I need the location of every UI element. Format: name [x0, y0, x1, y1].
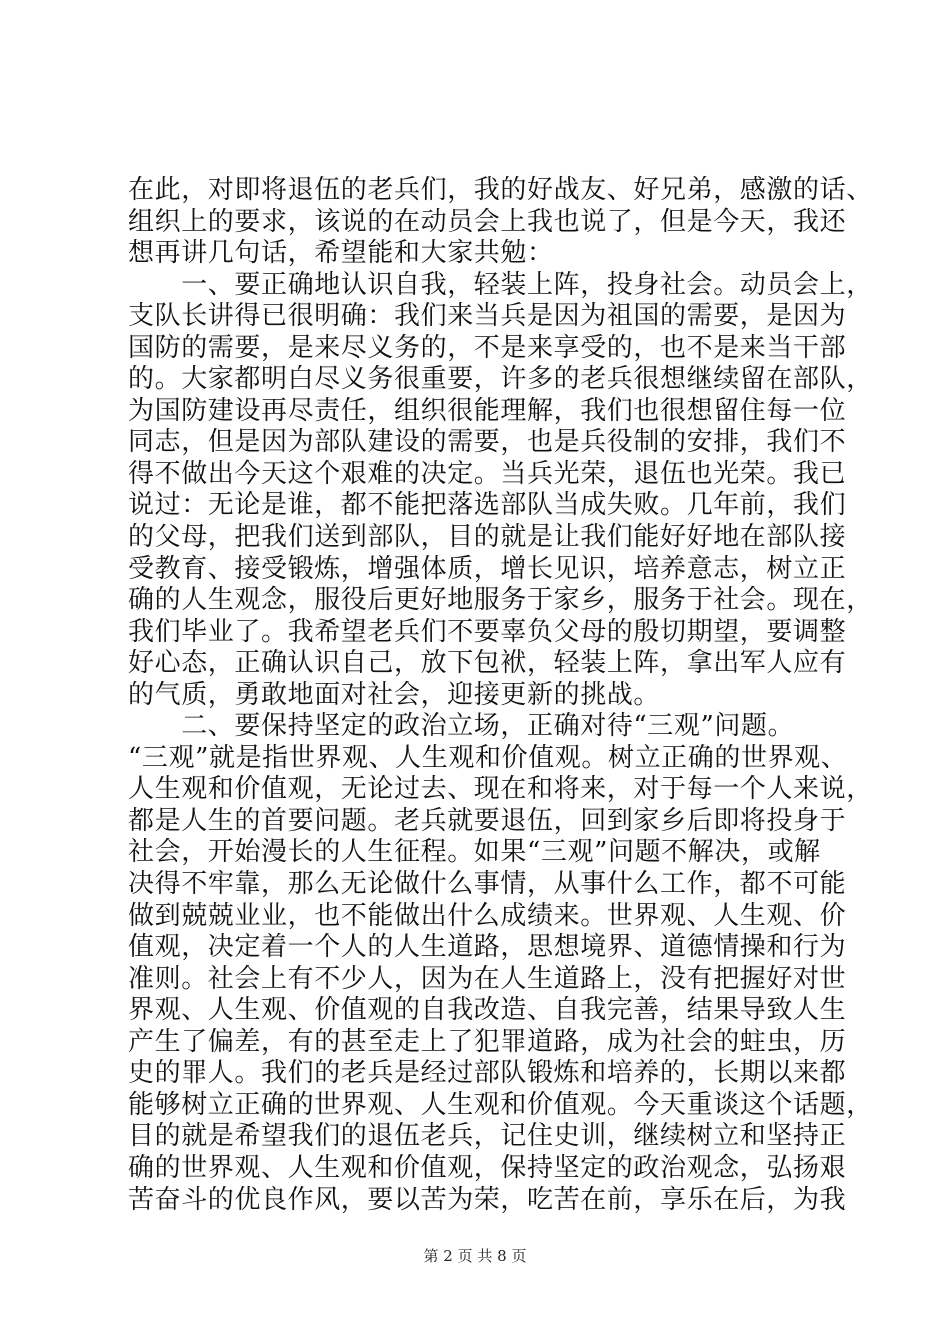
text-line: “三观”就是指世界观、人生观和价值观。树立正确的世界观、	[128, 742, 848, 773]
text-line: 人生观和价值观，无论过去、现在和将来，对于每一个人来说，	[128, 774, 873, 805]
text-line: 准则。社会上有不少人，因为在人生道路上，没有把握好对世	[128, 963, 847, 994]
text-line: 说过：无论是谁，都不能把落选部队当成失败。几年前，我们	[128, 490, 847, 521]
text-line: 想再讲几句话，希望能和大家共勉：	[128, 238, 554, 269]
page-footer: 第 2 页 共 8 页	[423, 1247, 527, 1265]
text-line: 史的罪人。我们的老兵是经过部队锻炼和培养的，长期以来都	[128, 1058, 847, 1089]
text-line: 同志，但是因为部队建设的需要，也是兵役制的安排，我们不	[128, 427, 847, 458]
text-line: 好心态，正确认识自己，放下包袱，轻装上阵，拿出军人应有	[128, 648, 847, 679]
text-line: 能够树立正确的世界观、人生观和价值观。今天重谈这个话题，	[128, 1089, 873, 1120]
text-line: 一、要正确地认识自我，轻装上阵，投身社会。动员会上，	[128, 269, 873, 300]
text-line: 苦奋斗的优良作风，要以苦为荣，吃苦在前，享乐在后，为我	[128, 1184, 847, 1215]
text-line: 组织上的要求，该说的在动员会上我也说了，但是今天，我还	[128, 206, 847, 237]
document-body	[128, 175, 873, 1216]
text-line: 决得不牢靠，那么无论做什么事情，从事什么工作，都不可能	[128, 869, 847, 900]
text-line: 的。大家都明白尽义务很重要，许多的老兵很想继续留在部队，	[128, 364, 873, 395]
text-line: 都是人生的首要问题。老兵就要退伍，回到家乡后即将投身于	[128, 805, 847, 836]
text-line: 确的人生观念，服役后更好地服务于家乡，服务于社会。现在，	[128, 585, 873, 616]
text-line: 社会，开始漫长的人生征程。如果“三观”问题不解决，或解	[128, 837, 821, 868]
text-line: 确的世界观、人生观和价值观，保持坚定的政治观念，弘扬艰	[128, 1152, 847, 1183]
text-line: 目的就是希望我们的退伍老兵，记住史训，继续树立和坚持正	[128, 1121, 847, 1152]
text-line: 二、要保持坚定的政治立场，正确对待“三观”问题。	[128, 711, 795, 742]
text-line: 产生了偏差，有的甚至走上了犯罪道路，成为社会的蛀虫，历	[128, 1026, 847, 1057]
text-line: 国防的需要，是来尽义务的，不是来享受的，也不是来当干部	[128, 332, 847, 363]
text-line: 在此，对即将退伍的老兵们，我的好战友、好兄弟，感激的话、	[128, 175, 873, 205]
text-line: 支队长讲得已很明确：我们来当兵是因为祖国的需要，是因为	[128, 301, 847, 332]
text-line: 的父母，把我们送到部队，目的就是让我们能好好地在部队接	[128, 522, 847, 553]
text-line: 为国防建设再尽责任，组织很能理解，我们也很想留住每一位	[128, 395, 847, 426]
text-line: 的气质，勇敢地面对社会，迎接更新的挑战。	[128, 679, 661, 710]
text-line: 得不做出今天这个艰难的决定。当兵光荣，退伍也光荣。我已	[128, 458, 847, 489]
text-line: 我们毕业了。我希望老兵们不要辜负父母的殷切期望，要调整	[128, 616, 847, 647]
text-line: 受教育、接受锻炼，增强体质，增长见识，培养意志，树立正	[128, 553, 847, 584]
text-line: 界观、人生观、价值观的自我改造、自我完善，结果导致人生	[128, 995, 847, 1026]
text-line: 值观，决定着一个人的人生道路，思想境界、道德情操和行为	[128, 932, 847, 963]
text-line: 做到兢兢业业，也不能做出什么成绩来。世界观、人生观、价	[128, 900, 847, 931]
